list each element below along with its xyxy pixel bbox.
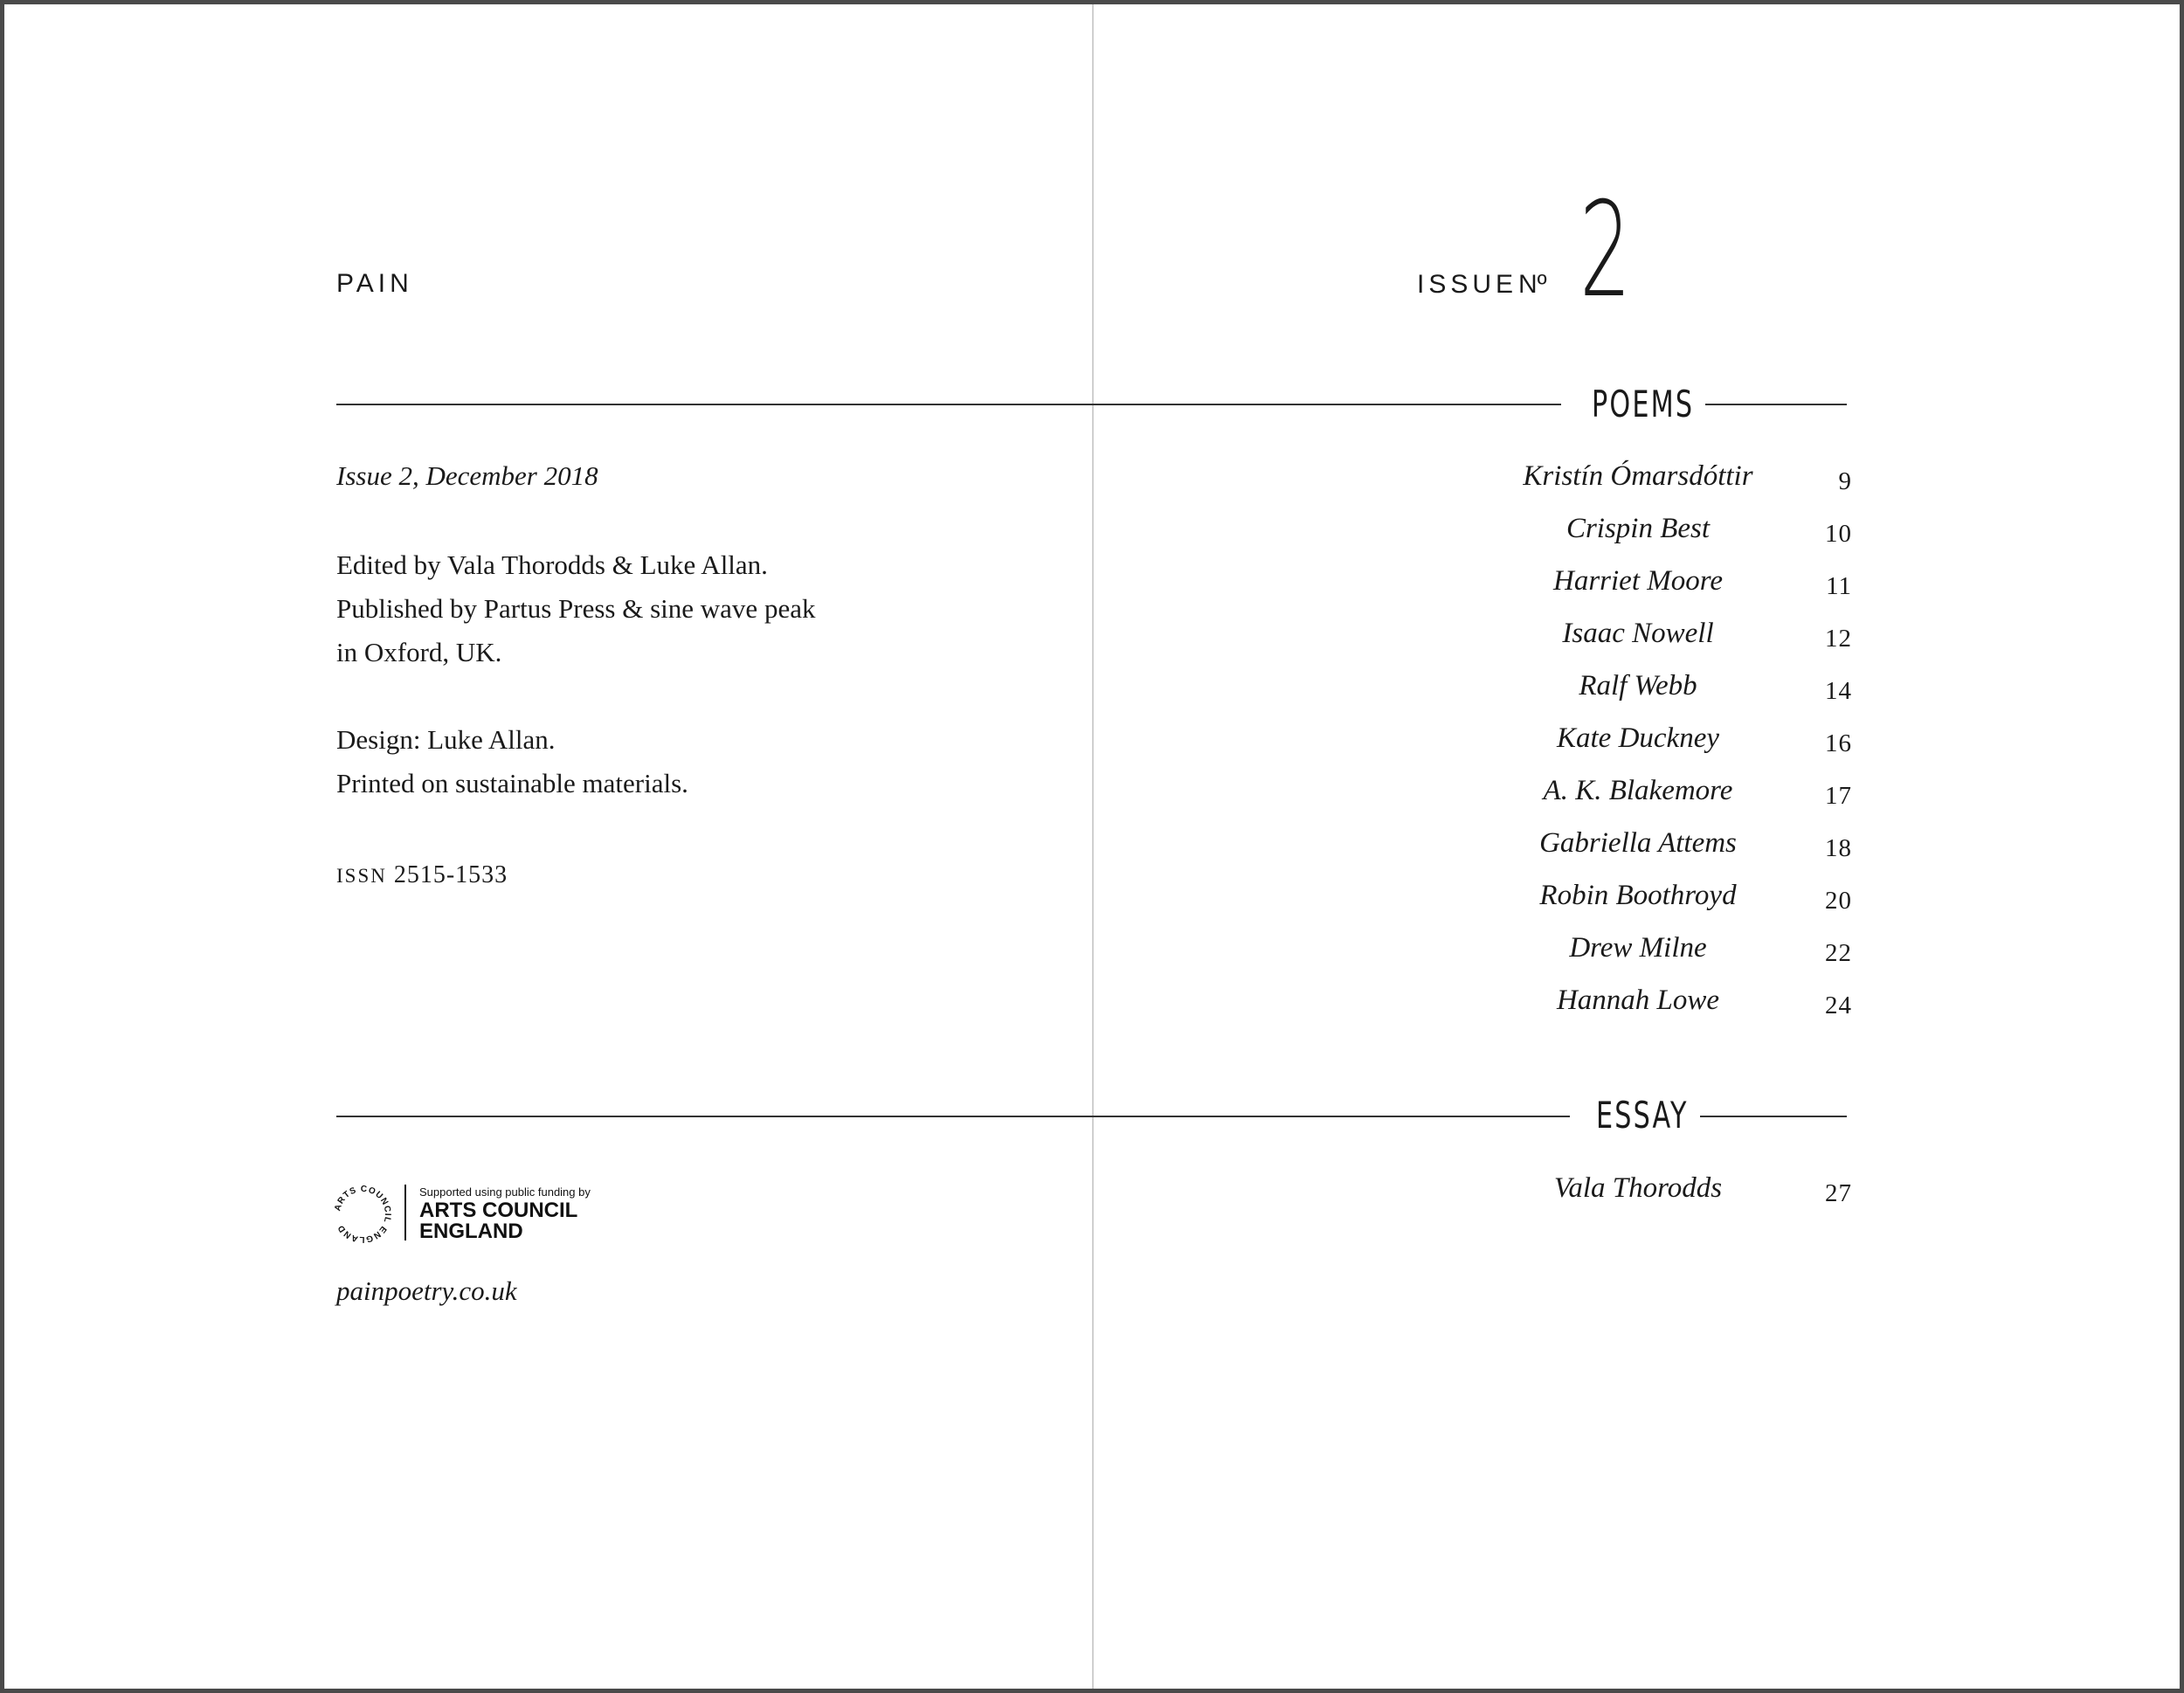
- logo-divider: [404, 1185, 406, 1240]
- essay-rule-right: [1700, 1116, 1847, 1117]
- editors-block: [336, 543, 815, 674]
- contents-page-number: 14: [1825, 677, 1852, 705]
- magazine-title: PAIN: [336, 269, 413, 298]
- contents-page-number: 10: [1825, 520, 1852, 548]
- issn: [336, 858, 508, 894]
- contents-author: Drew Milne: [1569, 932, 1707, 964]
- contents-entry: [1485, 983, 1852, 1018]
- contents-author: Robin Boothroyd: [1539, 880, 1737, 911]
- contents-page-number: 16: [1825, 729, 1852, 757]
- svg-text:ARTS COUNCIL ENGLAND: ARTS COUNCIL ENGLAND: [333, 1184, 393, 1245]
- colophon-line: Published by Partus Press & sine wave peak: [336, 593, 816, 624]
- colophon-line: Design: Luke Allan.: [336, 724, 556, 755]
- book-spine: [1092, 4, 1094, 1689]
- poems-rule-right: [1705, 404, 1847, 405]
- contents-page-number: 12: [1825, 625, 1852, 653]
- logo-name: ARTS COUNCIL ENGLAND: [419, 1199, 578, 1243]
- website-link[interactable]: painpoetry.co.uk: [336, 1275, 517, 1306]
- issue-date-line: Issue 2, December 2018: [336, 460, 598, 491]
- contents-entry: [1485, 721, 1852, 756]
- contents-page-number: 20: [1825, 887, 1852, 915]
- contents-entry: [1485, 930, 1852, 965]
- issn-label: ISSN: [336, 865, 387, 887]
- contents-entry: [1485, 459, 1852, 494]
- poems-rule-left: [336, 404, 1561, 405]
- essay-rule-left: [336, 1116, 1570, 1117]
- contents-entry: [1485, 878, 1852, 913]
- colophon-line: Edited by Vala Thorodds & Luke Allan.: [336, 549, 768, 580]
- issue-number-symbol: Nº: [1518, 270, 1547, 299]
- contents-entry: [1485, 773, 1852, 808]
- colophon-line: Printed on sustainable materials.: [336, 768, 688, 798]
- contents-entry: [1485, 616, 1852, 651]
- contents-author: Hannah Lowe: [1556, 985, 1720, 1016]
- issue-number: 2: [1579, 175, 1632, 327]
- contents-author: Kate Duckney: [1557, 722, 1719, 754]
- contents-page-number: 18: [1825, 834, 1852, 862]
- contents-author: Ralf Webb: [1579, 670, 1697, 701]
- contents-entry: [1485, 563, 1852, 598]
- design-block: [336, 718, 688, 805]
- contents-entry: [1485, 511, 1852, 546]
- contents-author: Gabriella Attems: [1539, 827, 1737, 859]
- poems-heading: POEMS: [1592, 383, 1695, 425]
- contents-page-number: 24: [1825, 992, 1852, 1019]
- contents-author: Kristín Ómarsdóttir: [1523, 460, 1753, 492]
- contents-author: Harriet Moore: [1552, 565, 1723, 597]
- essay-contents-list: [1485, 1171, 1852, 1223]
- contents-author: Crispin Best: [1565, 513, 1711, 544]
- contents-page-number: 22: [1825, 939, 1852, 967]
- colophon-line: in Oxford, UK.: [336, 637, 502, 667]
- contents-page-number: 9: [1838, 467, 1852, 495]
- contents-author: A. K. Blakemore: [1543, 775, 1733, 806]
- contents-page-number: 17: [1825, 782, 1852, 810]
- contents-author: Isaac Nowell: [1562, 618, 1714, 649]
- issn-number: 2515-1533: [393, 861, 508, 888]
- contents-entry: [1485, 668, 1852, 703]
- poems-contents-list: [1485, 459, 1852, 1019]
- contents-page-number: 27: [1825, 1179, 1852, 1207]
- logo-supported-text: Supported using public funding by: [419, 1185, 591, 1199]
- arts-council-ring-icon: [328, 1179, 397, 1249]
- issue-label: ISSUE: [1417, 270, 1518, 299]
- essay-heading: ESSAY: [1596, 1094, 1689, 1137]
- contents-page-number: 11: [1826, 572, 1852, 600]
- contents-author: Vala Thorodds: [1553, 1172, 1723, 1204]
- contents-entry: [1485, 826, 1852, 860]
- arts-council-logo: [328, 1179, 590, 1249]
- contents-entry: [1485, 1171, 1852, 1206]
